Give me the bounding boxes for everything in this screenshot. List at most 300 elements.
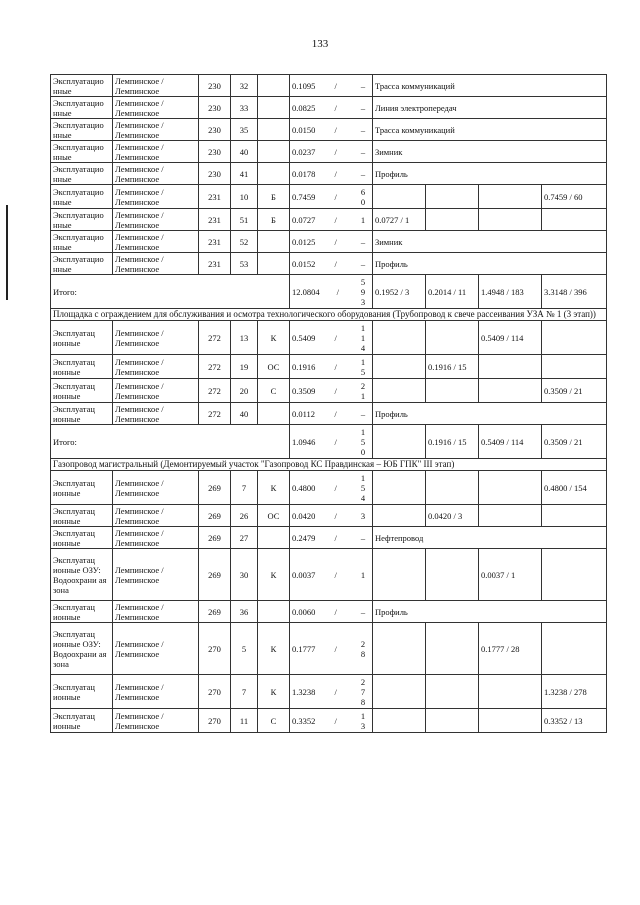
col-4 xyxy=(542,505,607,527)
quarter-number: 270 xyxy=(199,709,231,733)
section-number: 11 xyxy=(231,709,258,733)
fraction-slash: / xyxy=(336,286,339,297)
parcel-count-digit: 5 xyxy=(360,482,366,493)
col-2 xyxy=(426,321,479,355)
forest-type xyxy=(258,527,290,549)
col-1 xyxy=(373,505,426,527)
forest-type: К xyxy=(258,549,290,601)
area-cell xyxy=(290,321,373,355)
total-col-1 xyxy=(373,425,426,459)
col-1 xyxy=(373,321,426,355)
quarter-number: 230 xyxy=(199,119,231,141)
quarter-number: 231 xyxy=(199,209,231,231)
col-1: 0.0727 / 1 xyxy=(373,209,426,231)
area-cell xyxy=(290,141,373,163)
fraction-slash: / xyxy=(334,191,337,202)
parcel-count xyxy=(356,677,370,707)
section-number: 35 xyxy=(231,119,258,141)
parcel-count-digit: 2 xyxy=(360,638,366,649)
parcel-count-digit: 2 xyxy=(360,380,366,391)
area-fraction xyxy=(292,147,370,157)
parcel-count xyxy=(356,511,370,521)
object-type: Зимник xyxy=(373,231,607,253)
area-fraction xyxy=(292,125,370,135)
area-cell xyxy=(290,209,373,231)
area-fraction xyxy=(292,711,370,731)
col-3: 0.1777 / 28 xyxy=(479,623,542,675)
section-title: Газопровод магистральный (Демонтируемый участок "Газопровод КС Правдинская – ЮБ ГПК" III этап) xyxy=(51,459,607,471)
location: Лемпинское / Лемпинское xyxy=(113,623,199,675)
fraction-slash: / xyxy=(334,146,337,157)
area-cell xyxy=(290,601,373,623)
parcel-count-digit: 1 xyxy=(360,569,366,580)
area-value: 1.3238 xyxy=(292,686,316,697)
area-cell xyxy=(290,185,373,209)
section-number: 36 xyxy=(231,601,258,623)
table-row xyxy=(51,355,607,379)
parcel-count-digit: – xyxy=(360,124,366,135)
col-4 xyxy=(542,209,607,231)
total-col-4: 0.3509 / 21 xyxy=(542,425,607,459)
land-category: Эксплуатац ионные ОЗУ: Водоохрани ая зона xyxy=(51,623,113,675)
object-type: Профиль xyxy=(373,253,607,275)
fraction-slash: / xyxy=(334,168,337,179)
area-fraction xyxy=(292,511,370,521)
location: Лемпинское / Лемпинское xyxy=(113,185,199,209)
parcel-count-digit: 4 xyxy=(360,342,366,353)
parcel-count-digit: 8 xyxy=(360,648,366,659)
parcel-count xyxy=(356,357,370,377)
parcel-count-digit: 1 xyxy=(360,322,366,333)
object-type: Профиль xyxy=(373,601,607,623)
forest-type: С xyxy=(258,379,290,403)
col-4 xyxy=(542,549,607,601)
table-row xyxy=(51,471,607,505)
margin-mark xyxy=(6,205,8,300)
col-3 xyxy=(479,379,542,403)
area-cell xyxy=(290,471,373,505)
area-cell xyxy=(290,275,373,309)
parcel-count xyxy=(356,570,370,580)
col-1 xyxy=(373,185,426,209)
parcel-count xyxy=(356,125,370,135)
section-number: 33 xyxy=(231,97,258,119)
section-number: 13 xyxy=(231,321,258,355)
table-row xyxy=(51,75,607,97)
col-4 xyxy=(542,355,607,379)
quarter-number: 269 xyxy=(199,505,231,527)
col-2: 0.0420 / 3 xyxy=(426,505,479,527)
col-4: 0.3352 / 13 xyxy=(542,709,607,733)
land-category: Эксплуатац ионные xyxy=(51,675,113,709)
location: Лемпинское / Лемпинское xyxy=(113,163,199,185)
quarter-number: 272 xyxy=(199,321,231,355)
area-cell xyxy=(290,709,373,733)
col-2 xyxy=(426,471,479,505)
parcel-count xyxy=(356,323,370,353)
area-fraction xyxy=(292,607,370,617)
fraction-slash: / xyxy=(334,214,337,225)
col-3 xyxy=(479,355,542,379)
section-number: 51 xyxy=(231,209,258,231)
fraction-slash: / xyxy=(334,102,337,113)
fraction-slash: / xyxy=(334,236,337,247)
table-row xyxy=(51,379,607,403)
area-cell xyxy=(290,253,373,275)
parcel-count-digit: 4 xyxy=(360,492,366,503)
col-3 xyxy=(479,209,542,231)
area-fraction xyxy=(292,277,370,307)
parcel-count-digit: – xyxy=(360,258,366,269)
forest-type: К xyxy=(258,623,290,675)
section-number: 7 xyxy=(231,471,258,505)
section-number: 41 xyxy=(231,163,258,185)
area-cell xyxy=(290,403,373,425)
parcel-count-digit: 2 xyxy=(360,676,366,687)
object-type: Профиль xyxy=(373,403,607,425)
location: Лемпинское / Лемпинское xyxy=(113,321,199,355)
area-value: 0.0237 xyxy=(292,146,316,157)
quarter-number: 270 xyxy=(199,623,231,675)
forest-type xyxy=(258,97,290,119)
forest-type xyxy=(258,163,290,185)
parcel-count xyxy=(356,427,370,457)
area-fraction xyxy=(292,427,370,457)
parcel-count-digit: 1 xyxy=(360,390,366,401)
col-2 xyxy=(426,379,479,403)
forest-type xyxy=(258,253,290,275)
col-3: 0.0037 / 1 xyxy=(479,549,542,601)
land-category: Эксплуатац ионные xyxy=(51,527,113,549)
land-category: Эксплуатац ионные xyxy=(51,601,113,623)
total-label: Итого: xyxy=(51,275,290,309)
section-number: 30 xyxy=(231,549,258,601)
location: Лемпинское / Лемпинское xyxy=(113,471,199,505)
table-row xyxy=(51,97,607,119)
area-value: 0.2479 xyxy=(292,532,316,543)
table-row xyxy=(51,163,607,185)
parcel-count xyxy=(356,533,370,543)
fraction-slash: / xyxy=(334,569,337,580)
parcel-count-digit: 1 xyxy=(360,426,366,437)
location: Лемпинское / Лемпинское xyxy=(113,355,199,379)
quarter-number: 231 xyxy=(199,253,231,275)
parcel-count xyxy=(356,711,370,731)
col-4: 0.7459 / 60 xyxy=(542,185,607,209)
area-value: 0.0178 xyxy=(292,168,316,179)
area-value: 0.0825 xyxy=(292,102,316,113)
fraction-slash: / xyxy=(334,715,337,726)
area-cell xyxy=(290,119,373,141)
quarter-number: 272 xyxy=(199,403,231,425)
section-number: 52 xyxy=(231,231,258,253)
area-fraction xyxy=(292,237,370,247)
area-value: 0.1916 xyxy=(292,361,316,372)
parcel-count-digit: 0 xyxy=(360,446,366,457)
total-row xyxy=(51,425,607,459)
object-type: Линия электропередач xyxy=(373,97,607,119)
col-2 xyxy=(426,675,479,709)
location: Лемпинское / Лемпинское xyxy=(113,709,199,733)
table-row xyxy=(51,231,607,253)
fraction-slash: / xyxy=(334,532,337,543)
col-2: 0.1916 / 15 xyxy=(426,355,479,379)
col-4 xyxy=(542,623,607,675)
location: Лемпинское / Лемпинское xyxy=(113,231,199,253)
table-row xyxy=(51,675,607,709)
total-col-4: 3.3148 / 396 xyxy=(542,275,607,309)
page-number: 133 xyxy=(311,38,329,50)
section-title: Площадка с ограждением для обслуживания и осмотра технологического оборудования (Трубопровод к свече рассеивания УЗА № 1 (3 этап)) xyxy=(51,309,607,321)
fraction-slash: / xyxy=(334,436,337,447)
land-category: Эксплуатац ионные xyxy=(51,471,113,505)
parcel-count-digit: 5 xyxy=(360,276,366,287)
land-category: Эксплуатацио нные xyxy=(51,141,113,163)
parcel-count-digit: 9 xyxy=(360,286,366,297)
parcel-count-digit: 1 xyxy=(360,332,366,343)
area-value: 0.1777 xyxy=(292,643,316,654)
area-fraction xyxy=(292,215,370,225)
area-value: 12.0804 xyxy=(292,286,320,297)
area-fraction xyxy=(292,103,370,113)
parcel-count xyxy=(356,409,370,419)
table-row xyxy=(51,321,607,355)
parcel-count xyxy=(356,215,370,225)
parcel-count-digit: 6 xyxy=(360,186,366,197)
land-category: Эксплуатацио нные xyxy=(51,185,113,209)
parcel-count xyxy=(356,473,370,503)
location: Лемпинское / Лемпинское xyxy=(113,75,199,97)
object-type: Трасса коммуникаций xyxy=(373,75,607,97)
forest-type xyxy=(258,403,290,425)
fraction-slash: / xyxy=(334,80,337,91)
table-row xyxy=(51,549,607,601)
col-1 xyxy=(373,623,426,675)
quarter-number: 230 xyxy=(199,75,231,97)
land-category: Эксплуатац ионные xyxy=(51,709,113,733)
parcel-count-digit: 1 xyxy=(360,214,366,225)
col-1 xyxy=(373,379,426,403)
parcel-count-digit: – xyxy=(360,236,366,247)
table-row xyxy=(51,505,607,527)
section-number: 53 xyxy=(231,253,258,275)
table-row xyxy=(51,185,607,209)
total-col-2: 0.1916 / 15 xyxy=(426,425,479,459)
col-2 xyxy=(426,623,479,675)
area-fraction xyxy=(292,381,370,401)
total-col-3: 0.5409 / 114 xyxy=(479,425,542,459)
col-3 xyxy=(479,185,542,209)
parcel-count-digit: 1 xyxy=(360,472,366,483)
forest-type: К xyxy=(258,675,290,709)
area-value: 0.0125 xyxy=(292,236,316,247)
land-category: Эксплуатацио нные xyxy=(51,231,113,253)
section-number: 40 xyxy=(231,403,258,425)
area-value: 0.0060 xyxy=(292,606,316,617)
parcel-count-digit: 3 xyxy=(360,510,366,521)
fraction-slash: / xyxy=(334,361,337,372)
table-body xyxy=(51,75,607,733)
quarter-number: 272 xyxy=(199,379,231,403)
parcel-count xyxy=(356,169,370,179)
parcel-count-digit: 1 xyxy=(360,710,366,721)
table-row xyxy=(51,403,607,425)
land-category: Эксплуатац ионные xyxy=(51,505,113,527)
location: Лемпинское / Лемпинское xyxy=(113,119,199,141)
col-1 xyxy=(373,709,426,733)
location: Лемпинское / Лемпинское xyxy=(113,253,199,275)
area-fraction xyxy=(292,357,370,377)
parcel-count xyxy=(356,81,370,91)
fraction-slash: / xyxy=(334,124,337,135)
section-header-row xyxy=(51,309,607,321)
location: Лемпинское / Лемпинское xyxy=(113,97,199,119)
land-category: Эксплуатацио нные xyxy=(51,163,113,185)
location: Лемпинское / Лемпинское xyxy=(113,209,199,231)
land-category: Эксплуатацио нные xyxy=(51,253,113,275)
parcel-count-digit: – xyxy=(360,606,366,617)
parcel-count-digit: – xyxy=(360,80,366,91)
land-category: Эксплуатац ионные xyxy=(51,321,113,355)
parcel-count xyxy=(356,259,370,269)
location: Лемпинское / Лемпинское xyxy=(113,549,199,601)
forest-type: С xyxy=(258,709,290,733)
table-row xyxy=(51,527,607,549)
area-fraction xyxy=(292,169,370,179)
fraction-slash: / xyxy=(334,385,337,396)
total-col-3: 1.4948 / 183 xyxy=(479,275,542,309)
quarter-number: 230 xyxy=(199,141,231,163)
area-cell xyxy=(290,505,373,527)
area-cell xyxy=(290,675,373,709)
total-col-2: 0.2014 / 11 xyxy=(426,275,479,309)
col-3 xyxy=(479,675,542,709)
parcel-count-digit: 5 xyxy=(360,366,366,377)
col-2 xyxy=(426,709,479,733)
parcel-count-digit: 8 xyxy=(360,696,366,707)
parcel-count xyxy=(356,277,370,307)
forest-type xyxy=(258,231,290,253)
area-cell xyxy=(290,75,373,97)
table-row xyxy=(51,709,607,733)
location: Лемпинское / Лемпинское xyxy=(113,403,199,425)
area-fraction xyxy=(292,473,370,503)
forest-type xyxy=(258,141,290,163)
forest-type xyxy=(258,75,290,97)
section-number: 40 xyxy=(231,141,258,163)
area-cell xyxy=(290,623,373,675)
col-4: 0.3509 / 21 xyxy=(542,379,607,403)
quarter-number: 270 xyxy=(199,675,231,709)
col-3 xyxy=(479,709,542,733)
col-3 xyxy=(479,505,542,527)
col-4: 1.3238 / 278 xyxy=(542,675,607,709)
area-value: 0.1095 xyxy=(292,80,316,91)
quarter-number: 269 xyxy=(199,601,231,623)
parcel-count-digit: – xyxy=(360,408,366,419)
fraction-slash: / xyxy=(334,643,337,654)
quarter-number: 269 xyxy=(199,549,231,601)
land-category: Эксплуатац ионные ОЗУ: Водоохрани ая зона xyxy=(51,549,113,601)
area-value: 0.7459 xyxy=(292,191,316,202)
location: Лемпинское / Лемпинское xyxy=(113,527,199,549)
quarter-number: 272 xyxy=(199,355,231,379)
area-value: 0.0420 xyxy=(292,510,316,521)
object-type: Зимник xyxy=(373,141,607,163)
section-header-row xyxy=(51,459,607,471)
area-fraction xyxy=(292,570,370,580)
total-col-1: 0.1952 / 3 xyxy=(373,275,426,309)
object-type: Профиль xyxy=(373,163,607,185)
fraction-slash: / xyxy=(334,686,337,697)
table-row xyxy=(51,623,607,675)
parcel-count-digit: 1 xyxy=(360,356,366,367)
forest-type: К xyxy=(258,471,290,505)
land-category: Эксплуатац ионные xyxy=(51,379,113,403)
area-cell xyxy=(290,527,373,549)
parcel-count-digit: 3 xyxy=(360,296,366,307)
area-fraction xyxy=(292,533,370,543)
area-fraction xyxy=(292,187,370,207)
fraction-slash: / xyxy=(334,606,337,617)
area-cell xyxy=(290,549,373,601)
section-number: 7 xyxy=(231,675,258,709)
col-3: 0.5409 / 114 xyxy=(479,321,542,355)
section-number: 10 xyxy=(231,185,258,209)
fraction-slash: / xyxy=(334,332,337,343)
total-row xyxy=(51,275,607,309)
section-number: 27 xyxy=(231,527,258,549)
parcel-count-digit: 3 xyxy=(360,720,366,731)
location: Лемпинское / Лемпинское xyxy=(113,601,199,623)
area-value: 0.3352 xyxy=(292,715,316,726)
forest-type: К xyxy=(258,321,290,355)
forest-type xyxy=(258,119,290,141)
parcel-count-digit: – xyxy=(360,146,366,157)
parcel-count xyxy=(356,103,370,113)
area-value: 0.0112 xyxy=(292,408,316,419)
forest-type: Б xyxy=(258,185,290,209)
area-cell xyxy=(290,379,373,403)
quarter-number: 231 xyxy=(199,185,231,209)
land-register-table xyxy=(50,74,607,733)
area-value: 0.0150 xyxy=(292,124,316,135)
table-row xyxy=(51,209,607,231)
col-3 xyxy=(479,471,542,505)
area-fraction xyxy=(292,677,370,707)
col-4: 0.4800 / 154 xyxy=(542,471,607,505)
col-1 xyxy=(373,471,426,505)
section-number: 20 xyxy=(231,379,258,403)
parcel-count-digit: 0 xyxy=(360,196,366,207)
quarter-number: 269 xyxy=(199,527,231,549)
land-category: Эксплуатацио нные xyxy=(51,119,113,141)
location: Лемпинское / Лемпинское xyxy=(113,141,199,163)
parcel-count-digit: – xyxy=(360,102,366,113)
col-2 xyxy=(426,549,479,601)
land-category: Эксплуатацио нные xyxy=(51,75,113,97)
col-2 xyxy=(426,209,479,231)
parcel-count xyxy=(356,237,370,247)
table-row xyxy=(51,119,607,141)
area-fraction xyxy=(292,323,370,353)
area-fraction xyxy=(292,409,370,419)
parcel-count xyxy=(356,147,370,157)
forest-type: ОС xyxy=(258,505,290,527)
area-value: 0.0727 xyxy=(292,214,316,225)
area-value: 0.5409 xyxy=(292,332,316,343)
area-cell xyxy=(290,231,373,253)
